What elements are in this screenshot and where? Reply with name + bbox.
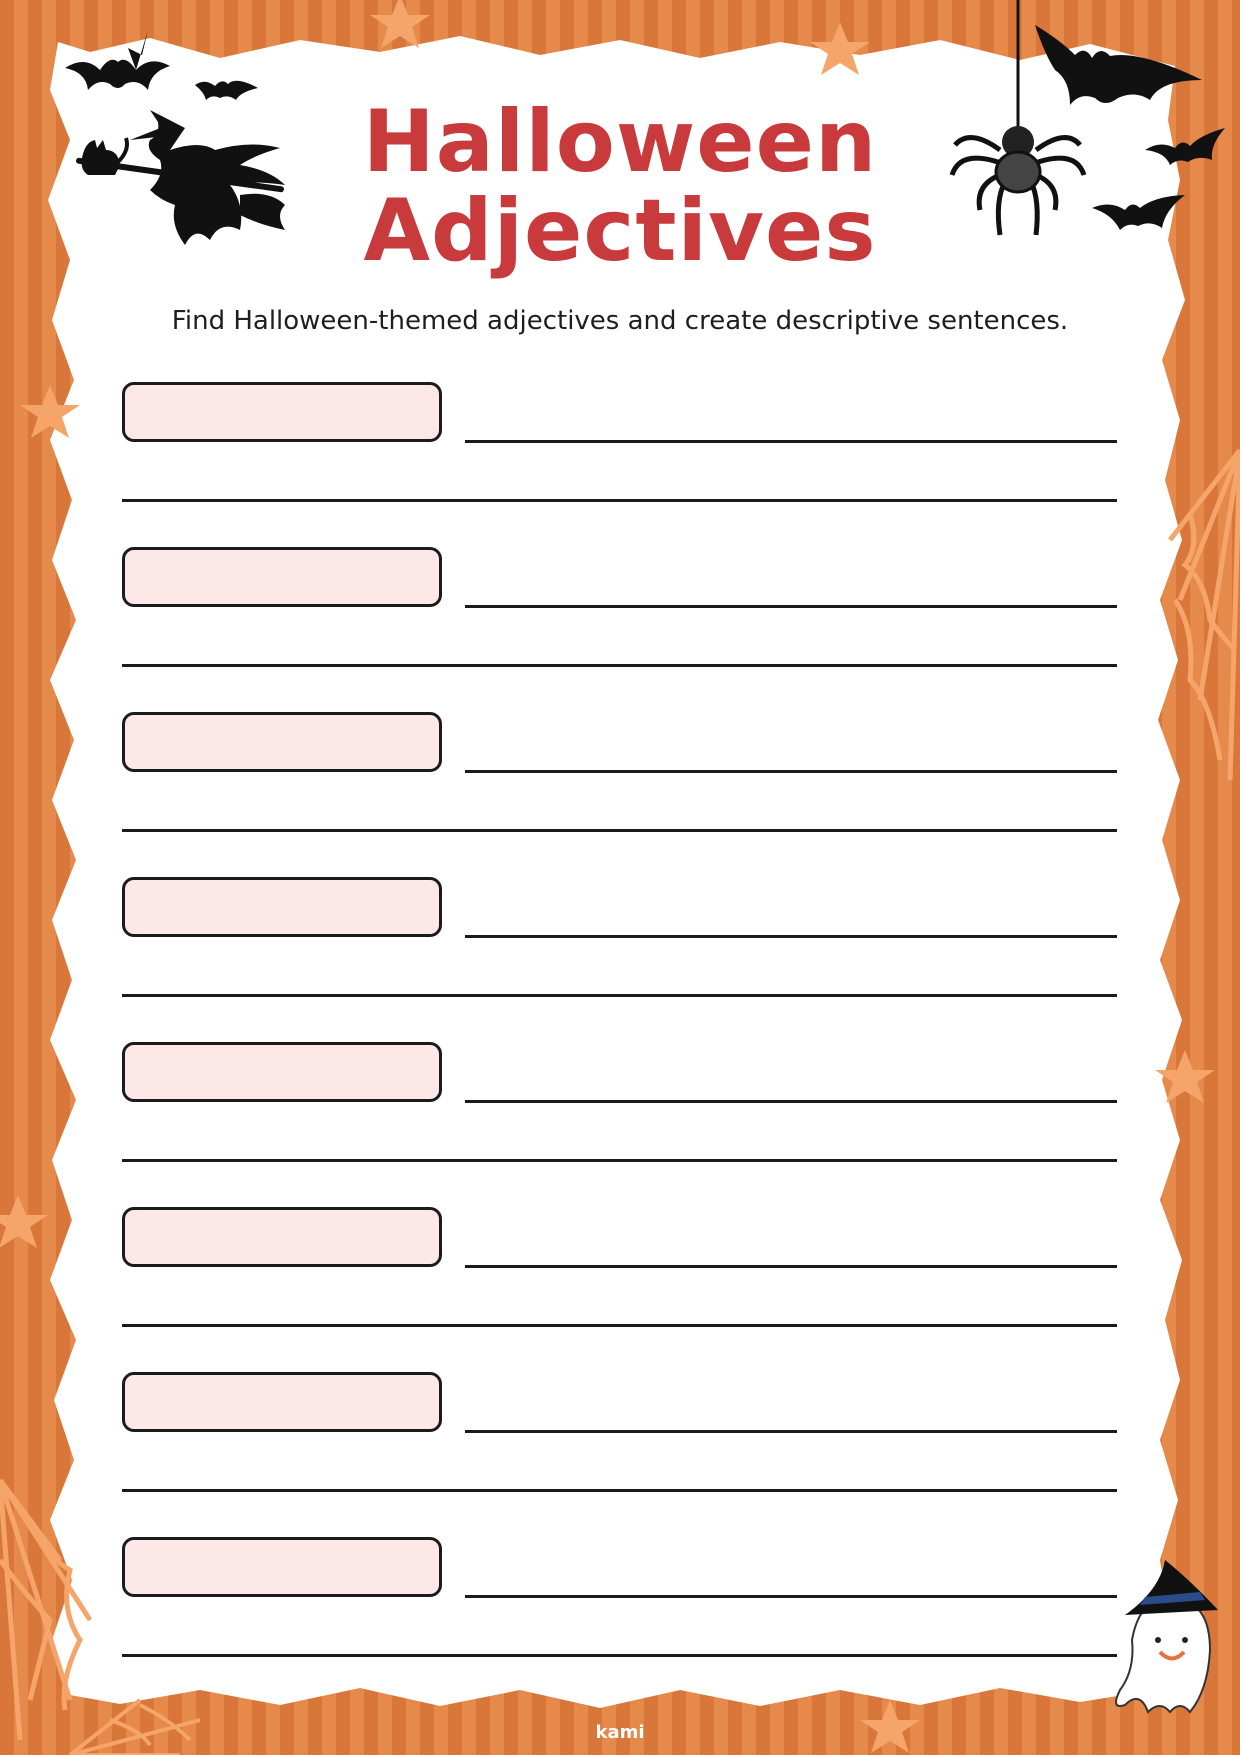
writing-line[interactable]	[122, 994, 1117, 997]
answer-row	[122, 712, 1117, 832]
worksheet-title-line-2: Adjectives	[363, 181, 877, 281]
star-icon	[0, 1195, 48, 1248]
writing-line[interactable]	[465, 1595, 1117, 1598]
answer-row	[122, 1042, 1117, 1162]
instructions-text: Find Halloween-themed adjectives and create descriptive sentences.	[171, 306, 1069, 336]
answer-row	[122, 382, 1117, 502]
adjective-box[interactable]	[122, 712, 442, 772]
writing-line[interactable]	[465, 935, 1117, 938]
answer-row	[122, 877, 1117, 997]
answer-row	[122, 547, 1117, 667]
writing-line[interactable]	[465, 770, 1117, 773]
answer-row	[122, 1207, 1117, 1327]
adjective-box[interactable]	[122, 1042, 442, 1102]
writing-line[interactable]	[465, 605, 1117, 608]
writing-line[interactable]	[465, 1265, 1117, 1268]
adjective-box[interactable]	[122, 1207, 442, 1267]
worksheet-title-line-1: Halloween	[362, 92, 878, 192]
answer-row	[122, 1537, 1117, 1657]
adjective-box[interactable]	[122, 1372, 442, 1432]
writing-line[interactable]	[465, 1430, 1117, 1433]
writing-line[interactable]	[122, 1489, 1117, 1492]
spiderweb-icon	[1170, 450, 1240, 780]
writing-line[interactable]	[122, 1324, 1117, 1327]
adjective-box[interactable]	[122, 547, 442, 607]
adjective-box[interactable]	[122, 1537, 442, 1597]
kami-logo: kami	[595, 1722, 645, 1743]
star-icon	[370, 0, 430, 48]
writing-line[interactable]	[122, 829, 1117, 832]
answer-row	[122, 1372, 1117, 1492]
writing-line[interactable]	[122, 664, 1117, 667]
writing-line[interactable]	[465, 440, 1117, 443]
adjective-box[interactable]	[122, 382, 442, 442]
writing-line[interactable]	[465, 1100, 1117, 1103]
writing-line[interactable]	[122, 1654, 1117, 1657]
writing-line[interactable]	[122, 499, 1117, 502]
adjective-box[interactable]	[122, 877, 442, 937]
writing-line[interactable]	[122, 1159, 1117, 1162]
